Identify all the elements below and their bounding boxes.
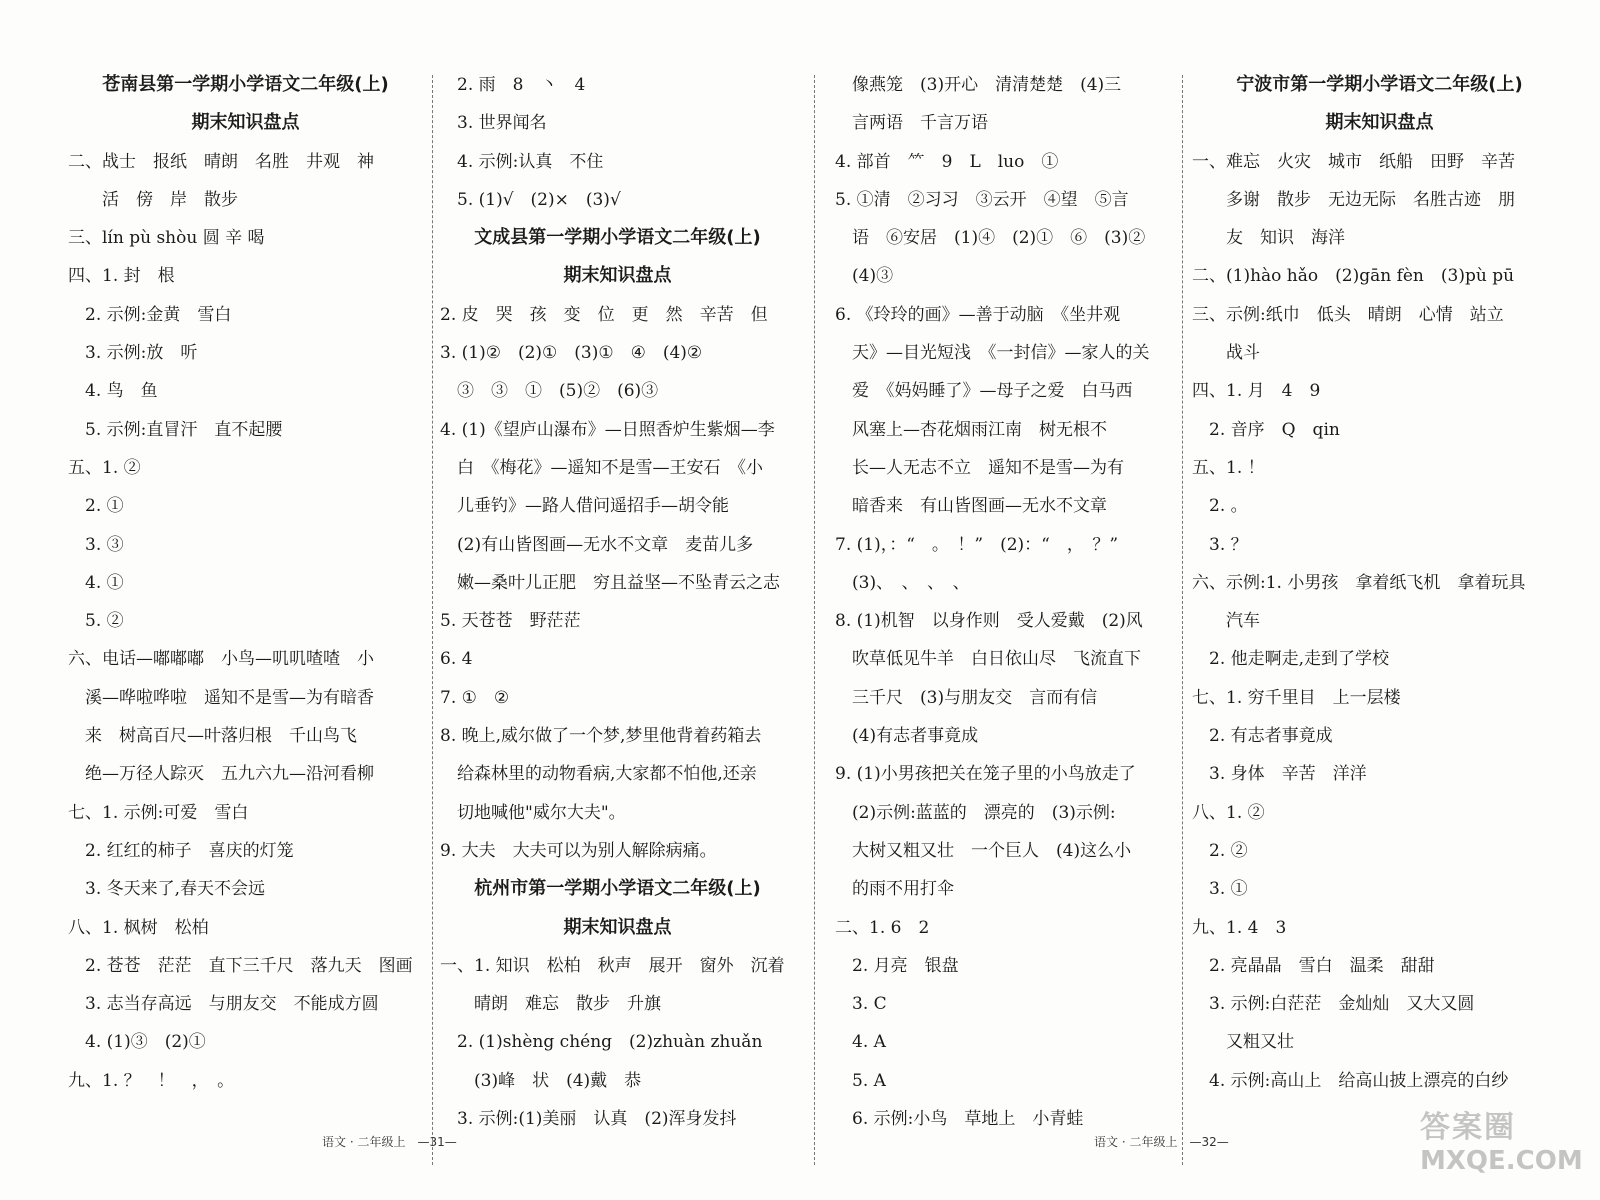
answer-line: 九、1. ？ ！ ， 。 (68, 1070, 235, 1091)
answer-line: 5. 天苍苍 野茫茫 (440, 611, 581, 632)
answer-line: 言两语 千言万语 (835, 113, 988, 134)
answer-line: 一、难忘 火灾 城市 纸船 田野 辛苦 (1192, 151, 1515, 172)
answer-line: 2. 有志者事竟成 (1192, 726, 1333, 747)
answer-line: 4. A (835, 1032, 886, 1053)
answer-line: 像燕笼 (3)开心 清清楚楚 (4)三 (835, 75, 1122, 95)
answer-line: 2. (1)shèng chéng (2)zhuàn zhuǎn (440, 1032, 763, 1053)
answer-line: 晴朗 难忘 散步 升旗 (440, 994, 661, 1015)
answer-line: 3. ？ (1192, 534, 1248, 555)
answer-line: 大树又粗又壮 一个巨人 (4)这么小 (835, 840, 1132, 861)
answer-line: (3)、 、 、 、 (835, 572, 970, 593)
answer-line: 2. 红红的柿子 喜庆的灯笼 (68, 840, 294, 861)
section-title: 文成县第一学期小学语文二年级(上) (474, 227, 761, 249)
answer-column-1 (68, 66, 423, 1100)
answer-line: 切地喊他"威尔大夫"。 (440, 802, 626, 823)
answer-line: 一、1. 知识 松柏 秋声 展开 窗外 沉着 (440, 955, 785, 976)
answer-line: 6. 示例:小鸟 草地上 小青蛙 (835, 1109, 1084, 1130)
answer-line: 绝—万径人踪灭 五九六九—沿河看柳 (68, 764, 374, 785)
answer-line: 语 ⑥安居 (1)④ (2)① ⑥ (3)② (835, 228, 1146, 249)
answer-line: 汽车 (1192, 611, 1260, 632)
answer-line: 3. ① (1192, 879, 1248, 900)
answer-line: 二、战士 报纸 晴朗 名胜 井观 神 (68, 151, 374, 172)
section-title: 苍南县第一学期小学语文二年级(上) (102, 74, 389, 95)
answer-line: 吹草低见牛羊 白日依山尽 飞流直下 (835, 649, 1141, 670)
watermark-url: MXQE.COM (1420, 1146, 1583, 1176)
answer-line: 6. 4 (440, 649, 473, 670)
answer-line: 9. 大夫 大夫可以为别人解除病痛。 (440, 840, 717, 861)
answer-line: 三千尺 (3)与朋友交 言而有信 (835, 687, 1098, 708)
answer-column-3 (835, 66, 1190, 1138)
answer-line: 长—人无志不立 遥知不是雪—为有 (835, 457, 1124, 478)
answer-line: 八、1. 枫树 松柏 (68, 917, 209, 938)
answer-line: 5. ② (68, 611, 124, 632)
answer-line: 三、示例:纸巾 低头 晴朗 心情 站立 (1192, 304, 1504, 325)
answer-line: 活 傍 岸 散步 (68, 189, 238, 210)
answer-line: 五、1. ② (68, 457, 141, 478)
answer-line: 七、1. 示例:可爱 雪白 (68, 802, 249, 823)
answer-line: 天》—目光短浅 《一封信》—家人的关 (835, 343, 1150, 364)
answer-line: 五、1. ！ (1192, 457, 1265, 478)
answer-line: 战斗 (1192, 343, 1260, 364)
answer-line: 2. 示例:金黄 雪白 (68, 304, 232, 325)
column-divider (1182, 75, 1183, 1165)
answer-line: 4. (1)《望庐山瀑布》—日照香炉生紫烟—李 (440, 419, 775, 440)
section-title: 杭州市第一学期小学语文二年级(上) (474, 878, 761, 900)
answer-line: 3. 身体 辛苦 洋洋 (1192, 764, 1367, 785)
answer-line: 6. 《玲玲的画》—善于动脑 《坐井观 (835, 304, 1121, 325)
answer-line: 4. 示例:高山上 给高山披上漂亮的白纱 (1192, 1070, 1509, 1091)
answer-line: 二、1. 6 2 (835, 917, 930, 938)
answer-line: 8. (1)机智 以身作则 受人爱戴 (2)风 (835, 611, 1143, 632)
answer-line: 的雨不用打伞 (835, 879, 954, 900)
answer-line: 4. ① (68, 572, 124, 593)
section-title: 期末知识盘点 (563, 265, 672, 287)
answer-line: 暗香来 有山皆图画—无水不文章 (835, 496, 1107, 517)
answer-line: 4. 鸟 鱼 (68, 381, 158, 402)
answer-line: 2. 亮晶晶 雪白 温柔 甜甜 (1192, 955, 1435, 976)
answer-line: 九、1. 4 3 (1192, 917, 1287, 938)
column-divider (432, 75, 433, 1165)
answer-line: 风塞上—杏花烟雨江南 树无根不 (835, 419, 1107, 440)
answer-line: 3. 示例:白茫茫 金灿灿 又大又圆 (1192, 994, 1475, 1015)
answer-line: 2. 雨 8 丶 4 (440, 75, 586, 95)
answer-line: 多谢 散步 无边无际 名胜古迹 朋 (1192, 189, 1515, 210)
answer-line: (4)③ (835, 266, 894, 287)
answer-line: 3. ③ (68, 534, 124, 555)
answer-line: 友 知识 海洋 (1192, 228, 1345, 249)
answer-line: 嫩—桑叶儿正肥 穷且益坚—不坠青云之志 (440, 572, 780, 593)
answer-line: 又粗又壮 (1192, 1032, 1294, 1053)
answer-line: 3. 示例:(1)美丽 认真 (2)浑身发抖 (440, 1109, 737, 1130)
answer-line: 3. (1)② (2)① (3)① ④ (4)② (440, 343, 703, 364)
answer-column-4 (1192, 66, 1567, 1100)
answer-line: 2. 。 (1192, 496, 1248, 517)
answer-line: (4)有志者事竟成 (835, 726, 979, 747)
answer-line: (2)示例:蓝蓝的 漂亮的 (3)示例: (835, 802, 1116, 823)
answer-line: 2. 月亮 银盘 (835, 955, 959, 976)
answer-line: 4. (1)③ (2)① (68, 1032, 206, 1053)
answer-line: 七、1. 穷千里目 上一层楼 (1192, 687, 1401, 708)
answer-line: 溪—哗啦哗啦 遥知不是雪—为有暗香 (68, 687, 374, 708)
column-divider (814, 75, 815, 1165)
answer-line: 六、示例:1. 小男孩 拿着纸飞机 拿着玩具 (1192, 572, 1526, 593)
answer-line: 5. ①清 ②习习 ③云开 ④望 ⑤言 (835, 189, 1129, 210)
answer-line: 7. ① ② (440, 687, 510, 708)
answer-line: 3. 志当存高远 与朋友交 不能成方圆 (68, 994, 379, 1015)
answer-line: 二、(1)hào hǎo (2)gān fèn (3)pù pū (1192, 266, 1515, 287)
page-footer-32: 语文 · 二年级上 —32— (1094, 1135, 1229, 1149)
answer-line: 3. 世界闻名 (440, 113, 547, 134)
page-footer-31: 语文 · 二年级上 —31— (322, 1135, 457, 1149)
answer-line: 8. 晚上,威尔做了一个梦,梦里他背着药箱去 (440, 726, 762, 747)
answer-line: 来 树高百尺—叶落归根 千山鸟飞 (68, 726, 357, 747)
answer-line: 7. (1)，：“ 。 ！” (2)：“ ， ？” (835, 534, 1119, 555)
site-watermark-logo (1420, 1102, 1583, 1192)
answer-line: 2. 苍苍 茫茫 直下三千尺 落九天 图画 (68, 955, 413, 976)
answer-line: 四、1. 封 根 (68, 266, 175, 287)
answer-line: 2. ① (68, 496, 124, 517)
answer-line: 六、电话—嘟嘟嘟 小鸟—叽叽喳喳 小 (68, 649, 374, 670)
answer-column-2 (440, 66, 795, 1138)
answer-line: 给森林里的动物看病,大家都不怕他,还亲 (440, 764, 757, 785)
answer-line: 儿垂钓》—路人借问遥招手—胡令能 (440, 496, 729, 517)
section-title: 期末知识盘点 (563, 916, 672, 938)
answer-line: ③ ③ ① (5)② (6)③ (440, 381, 659, 402)
section-title: 期末知识盘点 (1325, 112, 1434, 134)
answer-line: 3. 冬天来了,春天不会远 (68, 879, 266, 900)
answer-line: 9. (1)小男孩把关在笼子里的小鸟放走了 (835, 764, 1136, 785)
answer-line: 4. 示例:认真 不住 (440, 151, 604, 172)
answer-line: 4. 部首 ⺮ 9 L luo ① (835, 151, 1059, 172)
watermark-badge: 答案圈 (1420, 1110, 1516, 1145)
answer-line: 3. C (835, 994, 887, 1015)
answer-line: 八、1. ② (1192, 802, 1265, 823)
answer-line: 白 《梅花》—遥知不是雪—王安石 《小 (440, 457, 763, 478)
section-title: 期末知识盘点 (191, 112, 300, 134)
answer-line: 5. 示例:直冒汗 直不起腰 (68, 419, 283, 440)
answer-line: 2. 他走啊走,走到了学校 (1192, 649, 1390, 670)
section-title: 宁波市第一学期小学语文二年级(上) (1236, 74, 1523, 95)
answer-line: (3)峰 状 (4)戴 恭 (440, 1070, 642, 1091)
answer-line: 爱 《妈妈睡了》—母子之爱 白马西 (835, 381, 1133, 402)
answer-line: 5. (1)√ (2)× (3)√ (440, 189, 621, 210)
answer-line: 四、1. 月 4 9 (1192, 381, 1321, 402)
answer-line: 三、lín pù shòu 圆 辛 喝 (68, 228, 265, 249)
answer-line: 2. ② (1192, 840, 1248, 861)
answer-line: (2)有山皆图画—无水不文章 麦苗儿多 (440, 534, 754, 555)
answer-line: 3. 示例:放 听 (68, 343, 198, 364)
answer-line: 5. A (835, 1070, 886, 1091)
answer-line: 2. 皮 哭 孩 变 位 更 然 辛苦 但 (440, 304, 768, 325)
answer-line: 2. 音序 Q qin (1192, 419, 1340, 440)
